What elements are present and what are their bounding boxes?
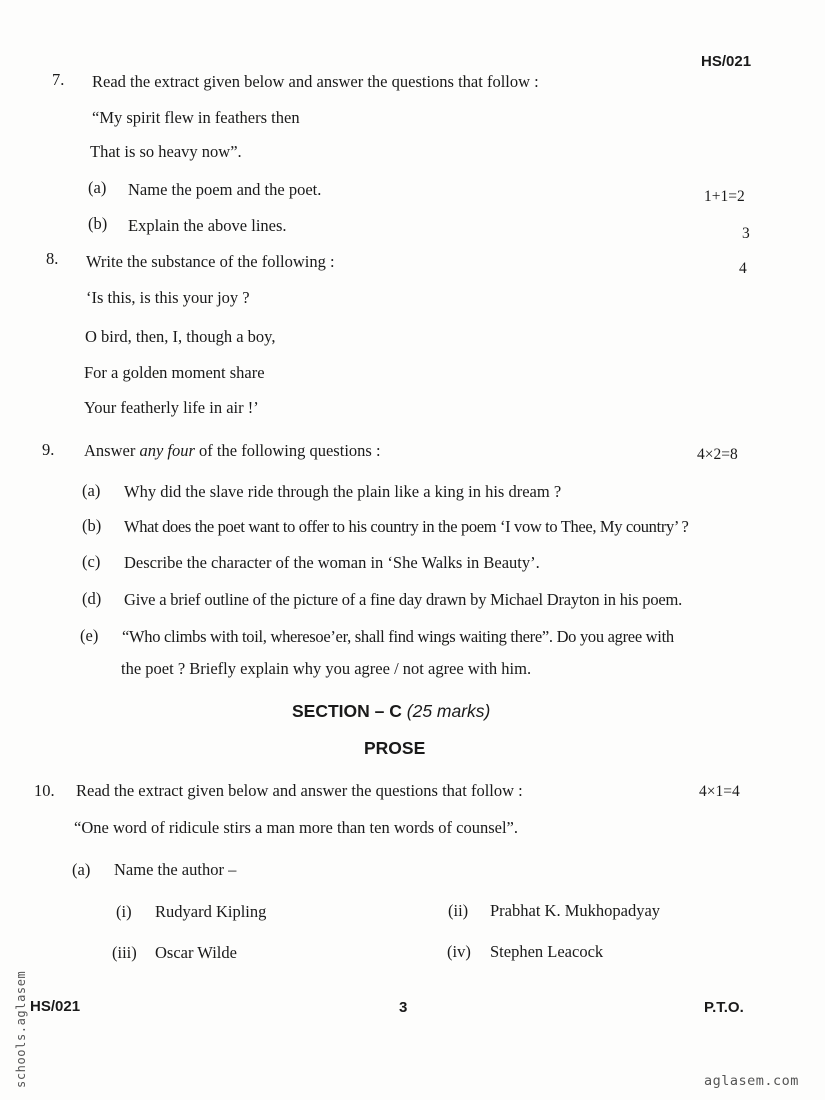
q10-a-label: (a): [72, 860, 91, 879]
q9-d-text: Give a brief outline of the picture of a fine day drawn by Michael Drayton in his poem.: [124, 590, 683, 609]
header-code: HS/021: [701, 53, 752, 70]
q10-option-ii-text: Prabhat K. Mukhopadyay: [490, 901, 661, 920]
q9-e-label: (e): [80, 626, 99, 645]
q7-number: 7.: [52, 70, 65, 89]
q10-option-iii-text: Oscar Wilde: [155, 943, 237, 962]
q8-line-3: For a golden moment share: [84, 363, 265, 382]
q9-e-text-continued: the poet ? Briefly explain why you agree / not agree with him.: [121, 659, 532, 678]
q9-d-label: (d): [82, 589, 102, 608]
q10-a-text: Name the author –: [114, 860, 237, 879]
q9-a-label: (a): [82, 481, 101, 500]
q7-b-label: (b): [88, 214, 108, 233]
q10-number: 10.: [34, 781, 55, 800]
q7-extract-line-2: That is so heavy now”.: [90, 142, 242, 161]
footer-pto: P.T.O.: [704, 999, 744, 1016]
q8-line-2: O bird, then, I, though a boy,: [85, 327, 276, 346]
q9-a-text: Why did the slave ride through the plain like a king in his dream ?: [124, 482, 562, 501]
q10-option-i-text: Rudyard Kipling: [155, 902, 267, 921]
q9-e-text: “Who climbs with toil, wheresoe’er, shall find wings waiting there”. Do you agree with: [122, 627, 674, 646]
q10-option-ii-label: (ii): [448, 901, 469, 920]
footer-code: HS/021: [30, 998, 81, 1015]
q7-a-text: Name the poem and the poet.: [128, 180, 322, 199]
q9-b-text: What does the poet want to offer to his country in the poem ‘I vow to Thee, My country’ ?: [124, 517, 689, 536]
bottom-watermark: aglasem.com: [704, 1073, 799, 1089]
q7-extract-line-1: “My spirit flew in feathers then: [92, 108, 300, 127]
q7-b-marks: 3: [742, 225, 750, 242]
q10-option-iv-text: Stephen Leacock: [490, 942, 604, 961]
q7-b-text: Explain the above lines.: [128, 216, 287, 235]
q9-instruction: Answer any four of the following questions :: [84, 441, 381, 460]
q10-option-i-label: (i): [116, 902, 132, 921]
side-watermark: schools.aglasem: [14, 970, 28, 1088]
q7-a-marks: 1+1=2: [704, 188, 745, 205]
q8-marks: 4: [739, 260, 747, 277]
q10-option-iv-label: (iv): [447, 942, 471, 961]
q10-marks: 4×1=4: [699, 783, 740, 800]
q10-option-iii-label: (iii): [112, 943, 137, 962]
q8-line-1: ‘Is this, is this your joy ?: [86, 288, 250, 307]
q9-number: 9.: [42, 440, 55, 459]
q10-instruction: Read the extract given below and answer the questions that follow :: [76, 781, 523, 800]
section-subtitle: PROSE: [364, 738, 426, 758]
q9-marks: 4×2=8: [697, 446, 738, 463]
q7-instruction: Read the extract given below and answer the questions that follow :: [92, 72, 539, 91]
q8-line-4: Your featherly life in air !’: [84, 398, 259, 417]
q8-instruction: Write the substance of the following :: [86, 252, 335, 271]
q8-number: 8.: [46, 249, 59, 268]
footer-page-number: 3: [399, 999, 408, 1016]
section-title: SECTION – C (25 marks): [292, 701, 491, 721]
q9-b-label: (b): [82, 516, 102, 535]
q9-c-text: Describe the character of the woman in ‘She Walks in Beauty’.: [124, 553, 540, 572]
q10-quote: “One word of ridicule stirs a man more than ten words of counsel”.: [74, 818, 518, 837]
q7-a-label: (a): [88, 178, 107, 197]
q9-c-label: (c): [82, 552, 101, 571]
